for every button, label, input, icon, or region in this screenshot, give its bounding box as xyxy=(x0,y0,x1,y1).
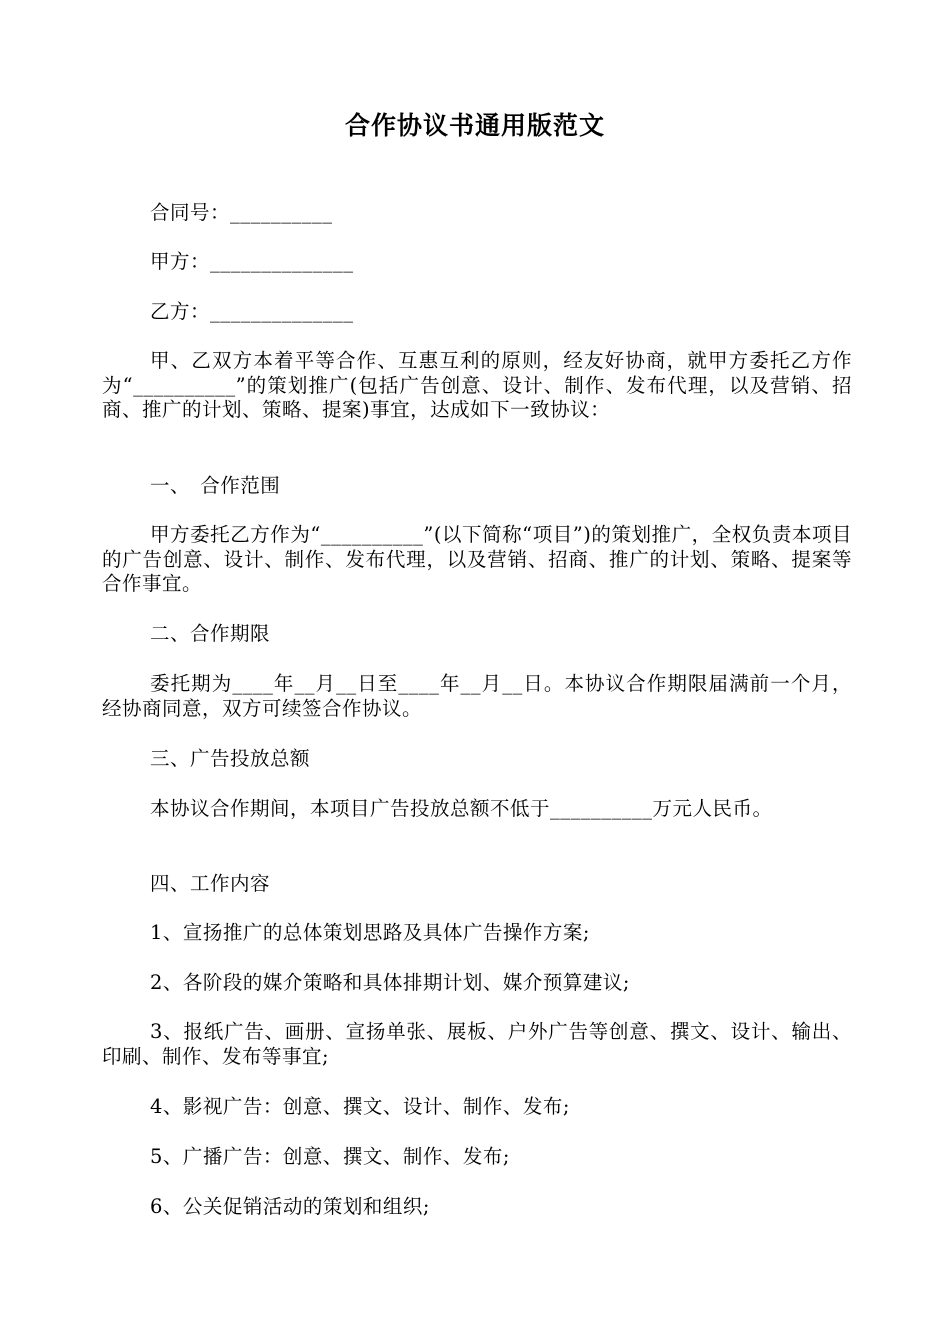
contract-number-line: 合同号：__________ xyxy=(150,201,333,224)
work-item: 1、宣扬推广的总体策划思路及具体广告操作方案; xyxy=(150,921,590,944)
preamble-paragraph: 甲、乙双方本着平等合作、互惠互利的原则，经友好协商，就甲方委托乙方作为“__________”的策划推广(包括广告创意、设计、制作、发布代理，以及营销、招商、推广的计划、策略、提案)事宜，达成如下一致协议： xyxy=(102,349,852,421)
work-item: 4、影视广告：创意、撰文、设计、制作、发布; xyxy=(150,1095,570,1118)
work-item: 5、广播广告：创意、撰文、制作、发布; xyxy=(150,1145,510,1168)
scope-paragraph: 甲方委托乙方作为“__________”(以下简称“项目”)的策划推广，全权负责本项目的广告创意、设计、制作、发布代理，以及营销、招商、推广的计划、策略、提案等合作事宜。 xyxy=(102,523,852,595)
party-b-line: 乙方：______________ xyxy=(150,300,354,323)
work-item: 2、各阶段的媒介策略和具体排期计划、媒介预算建议; xyxy=(150,971,630,994)
term-paragraph: 委托期为____年__月__日至____年__月__日。本协议合作期限届满前一个月，经协商同意，双方可续签合作协议。 xyxy=(102,672,852,720)
work-item: 6、公关促销活动的策划和组织; xyxy=(150,1195,430,1218)
section-heading-term: 二、合作期限 xyxy=(150,622,271,645)
work-item: 3、报纸广告、画册、宣扬单张、展板、户外广告等创意、撰文、设计、输出、印刷、制作、发布等事宜; xyxy=(102,1020,852,1068)
ad-budget-paragraph: 本协议合作期间，本项目广告投放总额不低于__________万元人民币。 xyxy=(150,797,773,820)
section-heading-scope: 一、 合作范围 xyxy=(150,474,281,497)
party-a-line: 甲方：______________ xyxy=(150,250,354,273)
document-title: 合作协议书通用版范文 xyxy=(344,111,605,140)
section-heading-work-content: 四、工作内容 xyxy=(150,872,271,895)
section-heading-ad-budget: 三、广告投放总额 xyxy=(150,747,311,770)
